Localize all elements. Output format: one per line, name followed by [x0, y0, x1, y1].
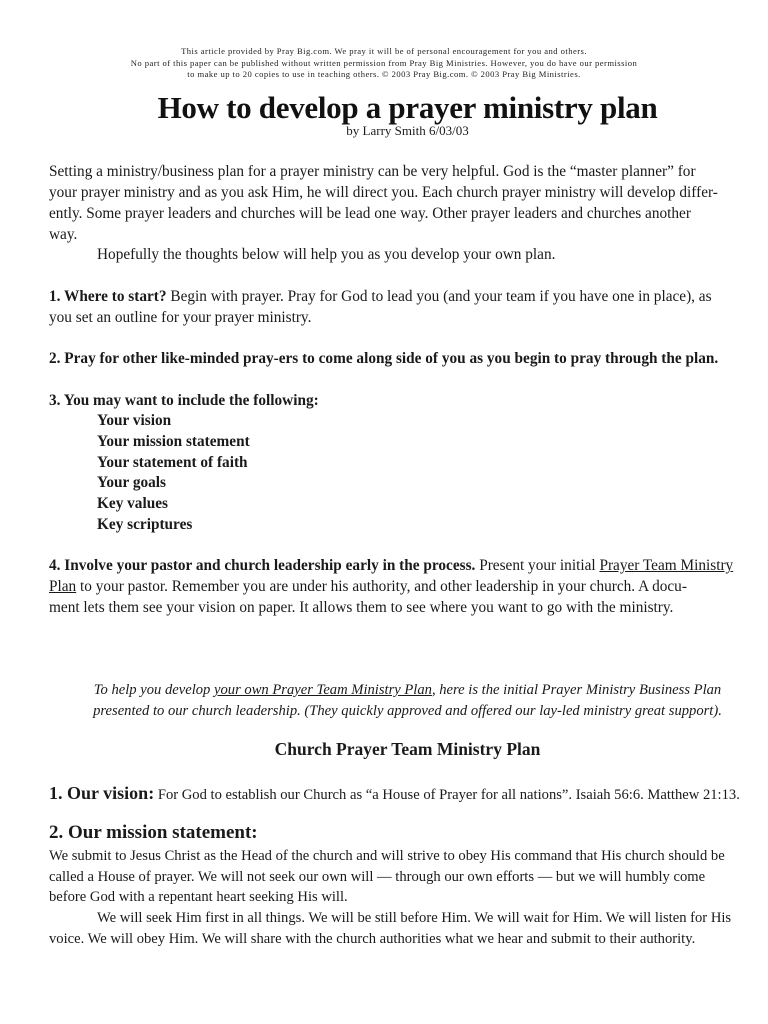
step4-text: Present your initial [475, 557, 600, 574]
mission-line: called a House of prayer. We will not seek our own will — through our own efforts — but we will humbly come [49, 869, 706, 885]
list-item [97, 432, 768, 452]
step4-text: to your pastor. Remember you are under his authority, and other leadership in your church. A docu- [76, 578, 687, 595]
plan-link[interactable]: Prayer Team Ministry [599, 557, 734, 574]
step4-line: ment lets them see your vision on paper. It allows them to see where you want to go with the ministry. [49, 599, 674, 616]
list-item [97, 494, 768, 514]
copyright-notice-line: This article provided by Pray Big.com. We pray it will be of personal encouragement for you and others. [181, 46, 587, 56]
plan-link[interactable]: Plan [49, 578, 77, 595]
article-title: How to develop a prayer ministry plan [157, 90, 658, 125]
vision-text: For God to establish our Church as “a House of Prayer for all nations”. Isaiah 56:6. Matthew 21:13. [154, 787, 740, 803]
step3-heading [49, 391, 768, 411]
vision-line [49, 783, 768, 805]
mission-heading: 2. Our mission statement: [49, 822, 258, 843]
mission-line: We submit to Jesus Christ as the Head of the church and will strive to obey His command that His church should be [49, 848, 725, 864]
list-item-text: Your goals [97, 474, 166, 491]
vision-heading: 1. Our vision: [49, 783, 155, 803]
own-plan-link[interactable]: your own Prayer Team Ministry Plan [214, 682, 432, 698]
list-item [97, 473, 768, 493]
step1-line: you set an outline for your prayer ministry. [49, 309, 312, 326]
step2-heading [49, 349, 768, 369]
intro-paragraph-line: Setting a ministry/business plan for a prayer ministry can be very helpful. God is the “master planner” for [49, 163, 696, 180]
step1-heading: 1. Where to start? [49, 288, 167, 305]
step1-text: Begin with prayer. Pray for God to lead you (and your team if you have one in place), as [166, 288, 712, 305]
intro-paragraph-line: Hopefully the thoughts below will help you as you develop your own plan. [97, 246, 556, 263]
step4-line [49, 556, 768, 576]
copyright-notice-line: to make up to 20 copies to use in teaching others. © 2003 Pray Big.com. © 2003 Pray Big Ministries. [187, 69, 581, 79]
list-item-text: Your vision [97, 412, 172, 429]
list-item [97, 515, 768, 535]
help-paragraph-line: presented to our church leadership. (They quickly approved and offered our lay-led ministry great support). [93, 703, 722, 719]
mission-line: before God with a repentant heart seeking His will. [49, 889, 348, 905]
help-paragraph-line [0, 680, 768, 700]
list-item-text: Your statement of faith [97, 454, 248, 471]
step4-heading: 4. Involve your pastor and church leadership early in the process. [49, 557, 476, 574]
list-item-text: Key scriptures [97, 516, 193, 533]
mission-line: We will seek Him first in all things. We will be still before Him. We will wait for Him. We will listen for His [97, 910, 732, 926]
plan-title: Church Prayer Team Ministry Plan [274, 739, 541, 759]
mission-line: voice. We will obey Him. We will share with the church authorities what we hear and submit to their authority. [49, 931, 696, 947]
intro-paragraph-line: your prayer ministry and as you ask Him, he will direct you. Each church prayer ministry will develop differ- [49, 184, 718, 201]
step2-heading-text: 2. Pray for other like-minded pray-ers to come along side of you as you begin to pray through the plan. [49, 350, 719, 367]
intro-paragraph-line: ently. Some prayer leaders and churches will be lead one way. Other prayer leaders and churches another [49, 205, 691, 222]
list-item-text: Key values [97, 495, 168, 512]
step4-line [49, 577, 768, 597]
step3-heading-text: 3. You may want to include the following: [49, 392, 319, 409]
article-byline: by Larry Smith 6/03/03 [346, 123, 469, 138]
list-item [97, 453, 768, 473]
step1-line [49, 287, 768, 307]
copyright-notice-line: No part of this paper can be published without written permission from Pray Big Ministries. However, you do have our permission [130, 58, 638, 68]
list-item-text: Your mission statement [97, 433, 250, 450]
intro-paragraph-line: way. [49, 226, 78, 243]
help-text: , here is the initial Prayer Ministry Business Plan [431, 682, 722, 698]
help-text: To help you develop [93, 682, 214, 698]
list-item [97, 411, 768, 431]
